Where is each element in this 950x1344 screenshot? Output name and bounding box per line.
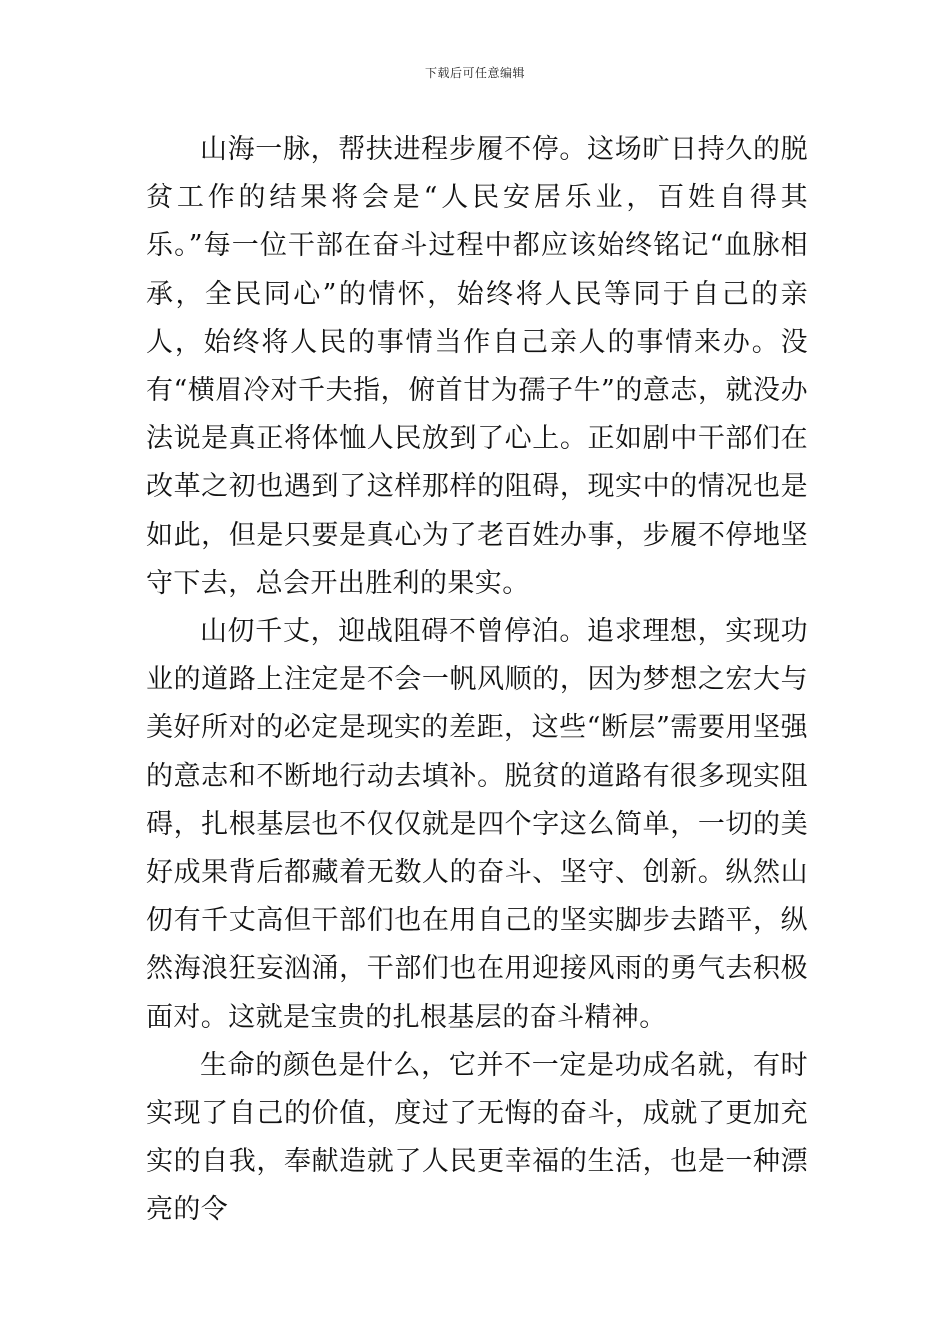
paragraph-3: 生命的颜色是什么，它并不一定是功成名就，有时实现了自己的价值，度过了无悔的奋斗，成就了更加充实的自我，奉献造就了人民更幸福的生活，也是一种漂亮的令 <box>146 1049 808 1226</box>
page-header: 下载后可任意编辑 <box>424 66 525 80</box>
paragraph-2: 山仞千丈，迎战阻碍不曾停泊。追求理想，实现功业的道路上注定是不会一帆风顺的，因为梦想之宏大与美好所对的必定是现实的差距，这些“断层”需要用坚强的意志和不断地行动去填补。脱贫的道路有很多现实阻碍，扎根基层也不仅仅就是四个字这么简单，一切的美好成果背后都藏着无数人的奋斗、坚守、创新。纵然山仞有千丈高但干部们也在用自己的坚实脚步去踏平，纵然海浪狂妄汹涌，干部们也在用迎接风雨的勇气去积极面对。这就是宝贵的扎根基层的奋斗精神。 <box>146 616 808 1033</box>
document-body <box>146 126 808 1235</box>
paragraph-1: 山海一脉，帮扶进程步履不停。这场旷日持久的脱贫工作的结果将会是“人民安居乐业，百姓自得其乐。”每一位干部在奋斗过程中都应该始终铭记“血脉相承，全民同心”的情怀，始终将人民等同于自己的亲人，始终将人民的事情当作自己亲人的事情来办。没有“横眉冷对千夫指，俯首甘为孺子牛”的意志，就没办法说是真正将体恤人民放到了心上。正如剧中干部们在改革之初也遇到了这样那样的阻碍，现实中的情况也是如此，但是只要是真心为了老百姓办事，步履不停地坚守下去，总会开出胜利的果实。 <box>146 134 808 599</box>
